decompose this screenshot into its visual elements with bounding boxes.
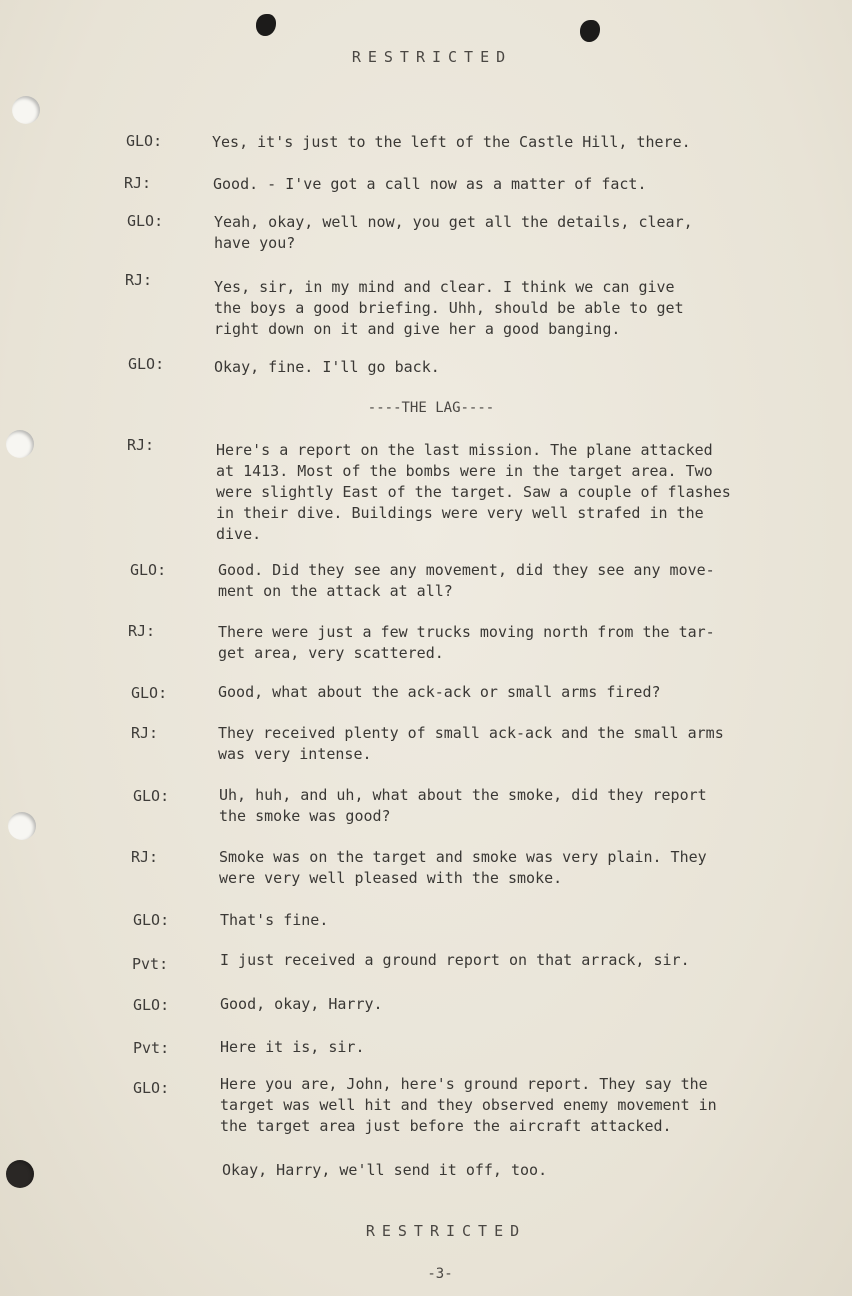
speech-text: Good, okay, Harry.: [220, 995, 383, 1013]
punch-hole-2: [6, 430, 34, 458]
speaker-label: RJ:: [125, 271, 153, 289]
speaker-label: GLO:: [130, 561, 167, 579]
speaker-label: Pvt:: [133, 1039, 170, 1057]
ink-blot: [580, 20, 600, 42]
speech-text: Uh, huh, and uh, what about the smoke, did they report the smoke was good?: [219, 786, 707, 825]
speech-text: They received plenty of small ack-ack and the small arms was very intense.: [218, 724, 724, 763]
speaker-label: GLO:: [133, 911, 170, 929]
speech-text: Here it is, sir.: [220, 1038, 365, 1056]
page-number: -3-: [427, 1266, 453, 1282]
speaker-label: Pvt:: [132, 955, 169, 973]
speaker-label: GLO:: [133, 996, 170, 1014]
speaker-label: RJ:: [131, 724, 159, 742]
punch-hole-3: [8, 812, 36, 840]
speaker-label: RJ:: [124, 174, 152, 192]
speech-text: Yeah, okay, well now, you get all the details, clear, have you?: [214, 213, 693, 252]
speech-text: Good. Did they see any movement, did they see any move- ment on the attack at all?: [218, 561, 715, 600]
speech-text: There were just a few trucks moving north from the tar- get area, very scattered.: [218, 623, 715, 662]
speaker-label: RJ:: [127, 436, 155, 454]
speaker-label: RJ:: [128, 622, 156, 640]
speaker-label: GLO:: [127, 212, 164, 230]
punch-hole-1: [12, 96, 40, 124]
speaker-label: GLO:: [131, 684, 168, 702]
ink-blot: [256, 14, 276, 36]
speech-text: Yes, it's just to the left of the Castle Hill, there.: [212, 133, 691, 151]
speaker-label: GLO:: [126, 132, 163, 150]
section-divider: ----THE LAG----: [367, 400, 495, 416]
speaker-label: GLO:: [133, 1079, 170, 1097]
speech-text: Okay, fine. I'll go back.: [214, 358, 440, 376]
classification-footer: RESTRICTED: [365, 1222, 527, 1240]
classification-header: RESTRICTED: [351, 48, 513, 66]
punch-hole-4: [6, 1160, 34, 1188]
speech-text: I just received a ground report on that arrack, sir.: [220, 951, 690, 969]
speech-text: Good, what about the ack-ack or small arms fired?: [218, 683, 661, 701]
speech-text: Okay, Harry, we'll send it off, too.: [222, 1161, 548, 1179]
speech-text: Smoke was on the target and smoke was very plain. They were very well pleased with the smoke.: [219, 848, 707, 887]
speech-text: Good. - I've got a call now as a matter of fact.: [213, 175, 647, 193]
speech-text: That's fine.: [220, 911, 329, 929]
speaker-label: GLO:: [133, 787, 170, 805]
speech-text: Yes, sir, in my mind and clear. I think we can give the boys a good briefing. Uhh, should be able to get right down on it and give her a good banging.: [214, 278, 684, 338]
speaker-label: GLO:: [128, 355, 165, 373]
speech-text: Here's a report on the last mission. The plane attacked at 1413. Most of the bombs were in the target area. Two were slightly East of the target. Saw a couple of flashes in their dive. Buildings were very well strafed in the dive.: [216, 441, 731, 543]
speaker-label: RJ:: [131, 848, 159, 866]
speech-text: Here you are, John, here's ground report. They say the target was well hit and they observed enemy movement in the target area just before the aircraft attacked.: [220, 1075, 717, 1135]
